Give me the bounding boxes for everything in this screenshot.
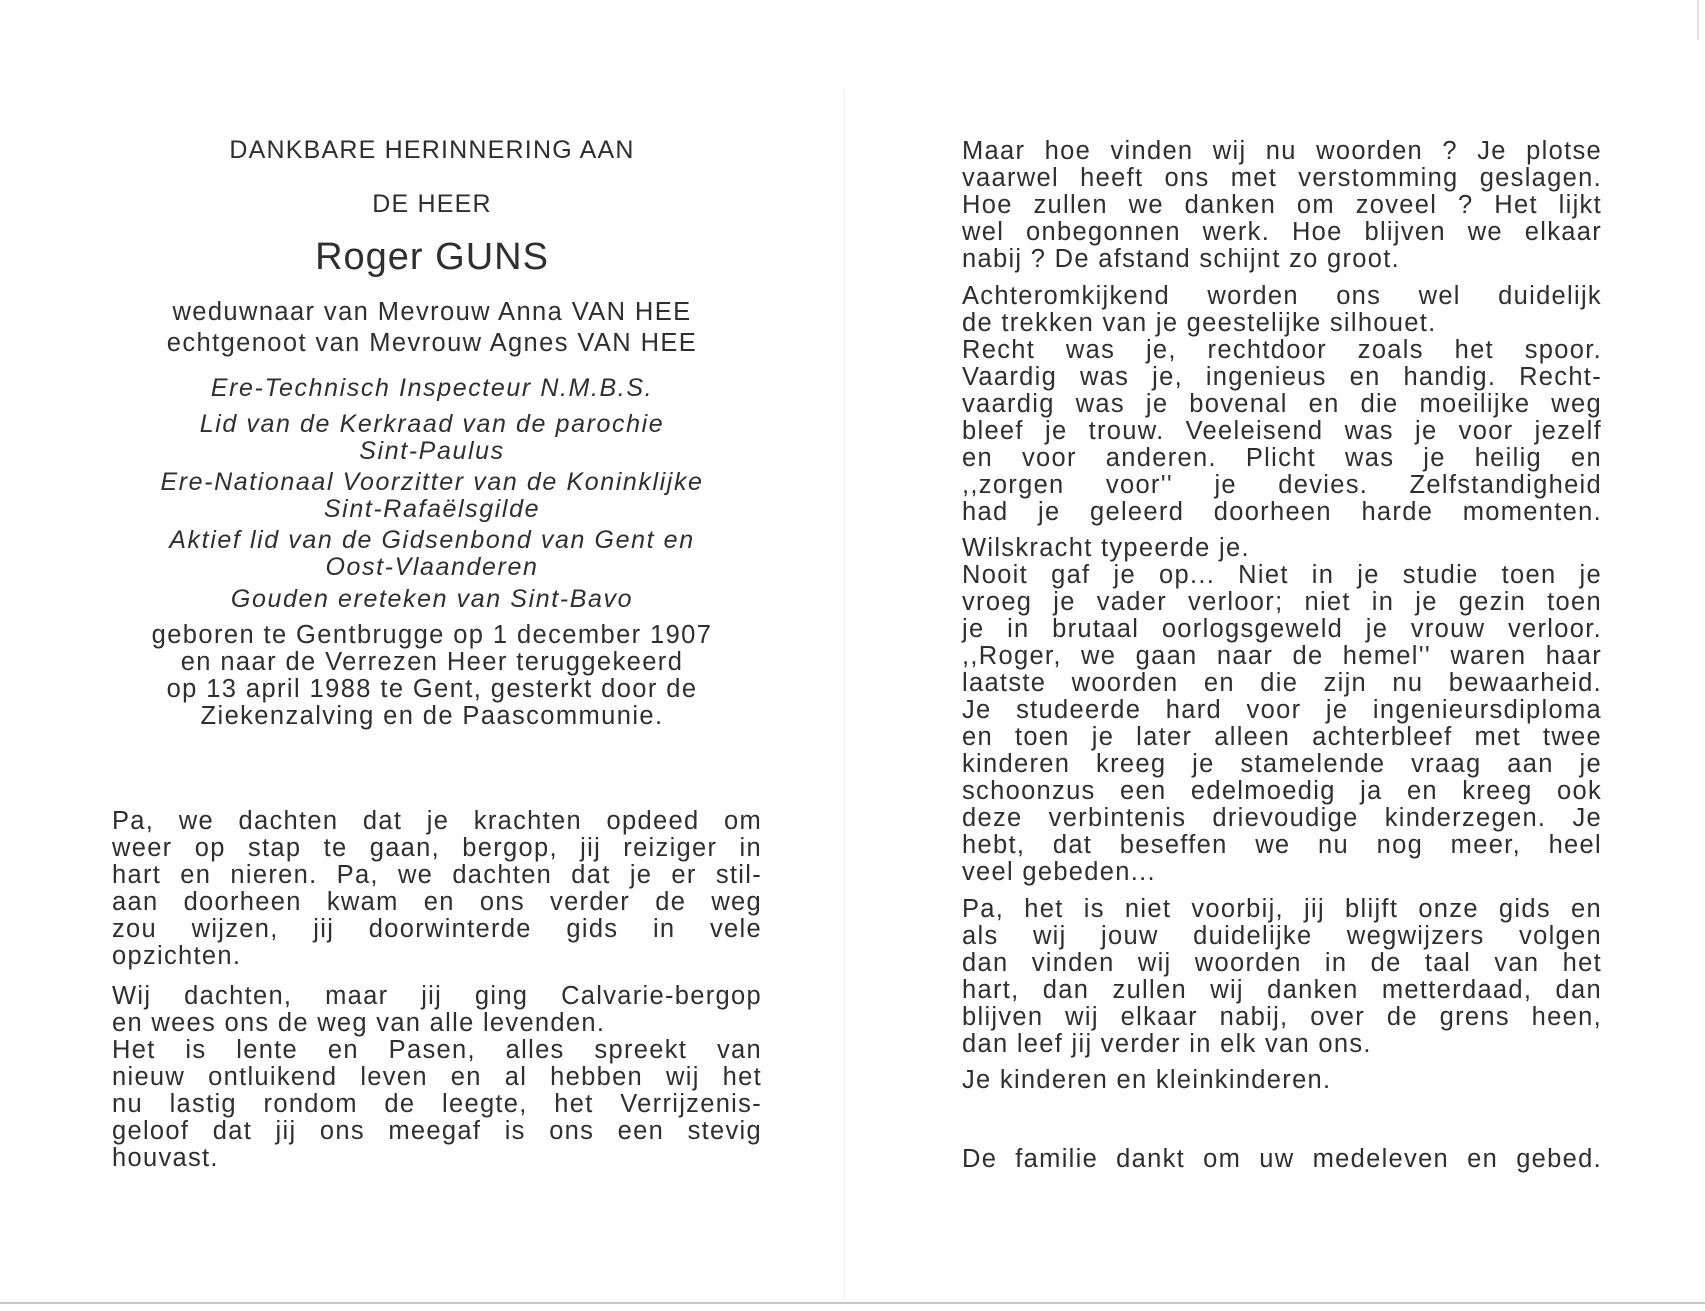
text-line: nu lastig rondom de leegte, het Verrijzenis-	[112, 1090, 762, 1118]
text-line: opzichten.	[112, 942, 242, 970]
text-line: hart en nieren. Pa, we dachten dat je er stil-	[112, 861, 762, 889]
text-line: hart, dan zullen wij danken metterdaad, dan	[962, 976, 1602, 1004]
text-line: vaardig was je bovenal en die moeilijke weg	[962, 390, 1602, 418]
text-line: geloof dat jij ons meegaf is ons een stevig	[112, 1117, 762, 1145]
text-line: Pa, we dachten dat je krachten opdeed om	[112, 807, 762, 835]
text-line: ,,Roger, we gaan naar de hemel'' waren haar	[962, 642, 1602, 670]
text-line: Recht was je, rechtdoor zoals het spoor.	[962, 336, 1602, 364]
distinction-line: Lid van de Kerkraad van de parochie	[199, 410, 665, 438]
intro-line: DANKBARE HERINNERING AAN	[229, 136, 635, 164]
distinction-line: Aktief lid van de Gidsenbond van Gent en	[169, 526, 695, 554]
text-line: laatste woorden en die zijn nu bewaarheid.	[962, 669, 1602, 697]
distinction-line: Ere-Nationaal Voorzitter van de Koninklijke	[160, 468, 704, 496]
text-line: je in brutaal oorlogsgeweld je vrouw verloor.	[962, 615, 1602, 643]
text-line: deze verbintenis drievoudige kinderzegen. Je	[962, 804, 1602, 832]
text-line: Wilskracht typeerde je.	[962, 534, 1250, 562]
text-line: houvast.	[112, 1144, 219, 1172]
distinction-line: Ere-Technisch Inspecteur N.M.B.S.	[210, 374, 654, 402]
deceased-name: Roger GUNS	[315, 236, 549, 278]
text-line: dan leef jij verder in elk van ons.	[962, 1030, 1372, 1058]
text-line: de trekken van je geestelijke silhouet.	[962, 309, 1437, 337]
text-line: en toen je later alleen achterbleef met twee	[962, 723, 1602, 751]
text-line: vaarwel heeft ons met verstomming geslagen.	[962, 164, 1602, 192]
text-line: had je geleerd doorheen harde momenten.	[962, 498, 1602, 526]
text-line: Maar hoe vinden wij nu woorden ? Je plotse	[962, 137, 1602, 165]
text-line: Wij dachten, maar jij ging Calvarie-bergop	[112, 982, 762, 1010]
life-dates-line: op 13 april 1988 te Gent, gesterkt door de	[166, 675, 698, 703]
text-line: Nooit gaf je op... Niet in je studie toen je	[962, 561, 1602, 589]
card-fold-line	[844, 90, 845, 1300]
text-line: Het is lente en Pasen, alles spreekt van	[112, 1036, 762, 1064]
text-line: Je studeerde hard voor je ingenieursdiploma	[962, 696, 1602, 724]
text-line: veel gebeden...	[962, 858, 1156, 886]
text-line: Pa, het is niet voorbij, jij blijft onze gids en	[962, 895, 1602, 923]
life-dates-line: geboren te Gentbrugge op 1 december 1907	[151, 621, 713, 649]
life-dates-line: Ziekenzalving en de Paascommunie.	[200, 702, 664, 730]
text-line: bleef je trouw. Veeleisend was je voor jezelf	[962, 417, 1602, 445]
text-line: schoonzus een edelmoedig ja en kreeg ook	[962, 777, 1602, 805]
text-line: Vaardig was je, ingenieus en handig. Recht-	[962, 363, 1602, 391]
life-dates-line: en naar de Verrezen Heer teruggekeerd	[180, 648, 684, 676]
text-line: en voor anderen. Plicht was je heilig en	[962, 444, 1602, 472]
card-edge	[1697, 0, 1699, 40]
distinction-line: Sint-Rafaëlsgilde	[323, 495, 541, 523]
text-line: blijven wij elkaar nabij, over de grens heen,	[962, 1003, 1602, 1031]
text-line: Achteromkijkend worden ons wel duidelijk	[962, 282, 1602, 310]
distinction-line: Gouden ereteken van Sint-Bavo	[230, 585, 634, 613]
text-line: en wees ons de weg van alle levenden.	[112, 1009, 606, 1037]
relation-line: weduwnaar van Mevrouw Anna VAN HEE	[172, 298, 692, 326]
text-line: weer op stap te gaan, bergop, jij reiziger in	[112, 834, 762, 862]
text-line: nieuw ontluikend leven en al hebben wij het	[112, 1063, 762, 1091]
text-line: vroeg je vader verloor; niet in je gezin toen	[962, 588, 1602, 616]
text-line: Hoe zullen we danken om zoveel ? Het lijkt	[962, 191, 1602, 219]
text-line: ,,zorgen voor'' je devies. Zelfstandigheid	[962, 471, 1602, 499]
card-bottom-edge	[0, 1302, 1705, 1304]
text-line: kinderen kreeg je stamelende vraag aan je	[962, 750, 1602, 778]
text-line: hebt, dat beseffen we nu nog meer, heel	[962, 831, 1602, 859]
text-line: als wij jouw duidelijke wegwijzers volgen	[962, 922, 1602, 950]
relation-line: echtgenoot van Mevrouw Agnes VAN HEE	[166, 329, 698, 357]
text-line: dan vinden wij woorden in de taal van het	[962, 949, 1602, 977]
closing-line: De familie dankt om uw medeleven en gebed.	[962, 1145, 1602, 1173]
title-line: DE HEER	[372, 190, 492, 218]
text-line: aan doorheen kwam en ons verder de weg	[112, 888, 762, 916]
signature-line: Je kinderen en kleinkinderen.	[962, 1066, 1332, 1094]
text-line: wel onbegonnen werk. Hoe blijven we elkaar	[962, 218, 1602, 246]
text-line: zou wijzen, jij doorwinterde gids in vele	[112, 915, 762, 943]
text-line: nabij ? De afstand schijnt zo groot.	[962, 245, 1401, 273]
distinction-line: Oost-Vlaanderen	[325, 553, 539, 581]
distinction-line: Sint-Paulus	[359, 437, 505, 465]
